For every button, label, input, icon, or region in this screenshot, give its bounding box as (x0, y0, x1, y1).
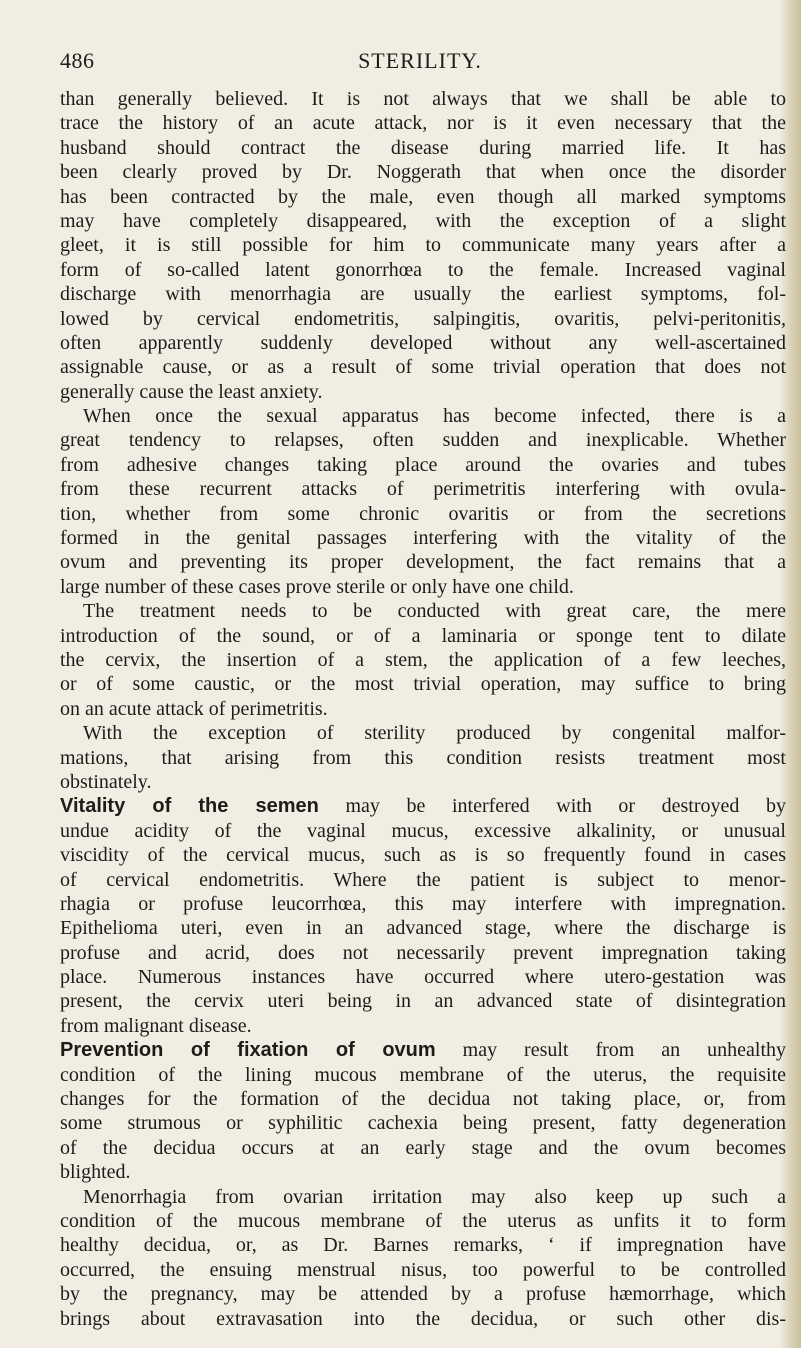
text-line: profuse and acrid, does not necessarily prevent impregnation taking (60, 941, 786, 964)
text-line: brings about extravasation into the decidua, or such other dis- (60, 1307, 786, 1330)
text-line: mations, that arising from this condition resists treatment most (60, 746, 786, 769)
text-line: Epithelioma uteri, even in an advanced stage, where the discharge is (60, 917, 786, 940)
text-line: With the exception of sterility produced by congenital malfor- (83, 722, 786, 745)
text-line: lowed by cervical endometritis, salpingitis, ovaritis, pelvi-peritonitis, (60, 307, 786, 330)
text-line: form of so-called latent gonorrhœa to the female. Increased vaginal (60, 258, 786, 281)
text-line: may have completely disappeared, with the exception of a slight (60, 209, 786, 232)
text-line: present, the cervix uteri being in an advanced state of disintegration (60, 990, 786, 1013)
text-line: tion, whether from some chronic ovaritis or from the secretions (60, 502, 786, 525)
text-line: great tendency to relapses, often sudden and inexplicable. Whether (60, 429, 786, 452)
text-line: of the decidua occurs at an early stage and the ovum becomes (60, 1136, 786, 1159)
text-line: than generally believed. It is not always that we shall be able to (60, 88, 786, 110)
text-line: from these recurrent attacks of perimetritis interfering with ovula- (60, 478, 786, 501)
text-line (60, 1038, 786, 1062)
text-line: from malignant disease. (60, 1014, 252, 1037)
text-line: been clearly proved by Dr. Noggerath that when once the disorder (60, 161, 786, 184)
page-header (60, 48, 780, 78)
text-line: undue acidity of the vaginal mucus, excessive alkalinity, or unusual (60, 819, 786, 842)
text-line: by the pregnancy, may be attended by a profuse hæmorrhage, which (60, 1283, 786, 1306)
text-line: formed in the genital passages interfering with the vitality of the (60, 527, 786, 550)
text-line: on an acute attack of perimetritis. (60, 697, 328, 720)
text-line: changes for the formation of the decidua not taking place, or, from (60, 1088, 786, 1111)
text-line: of cervical endometritis. Where the patient is subject to menor- (60, 868, 786, 891)
text-line: assignable cause, or as a result of some trivial operation that does not (60, 356, 786, 379)
text-line: condition of the mucous membrane of the uterus as unfits it to form (60, 1209, 786, 1232)
section-heading-vitality: Vitality of the semen (60, 795, 319, 818)
text-line: generally cause the least anxiety. (60, 380, 323, 403)
section-heading-prevention: Prevention of fixation of ovum (60, 1039, 436, 1062)
running-head: STERILITY. (358, 48, 482, 73)
text-line: ovum and preventing its proper development, the fact remains that a (60, 551, 786, 574)
text-line: from adhesive changes taking place around the ovaries and tubes (60, 453, 786, 476)
text-line (60, 794, 786, 818)
text-line: some strumous or syphilitic cachexia being present, fatty degeneration (60, 1112, 786, 1135)
text-line: the cervix, the insertion of a stem, the application of a few leeches, (60, 648, 786, 671)
body-text (60, 87, 786, 1331)
text-line: has been contracted by the male, even though all marked symptoms (60, 185, 786, 208)
text-line: often apparently suddenly developed without any well-ascertained (60, 331, 786, 354)
text-line: or of some caustic, or the most trivial operation, may suffice to bring (60, 673, 786, 696)
text-line: blighted. (60, 1161, 131, 1184)
text-line: The treatment needs to be conducted with great care, the mere (83, 600, 786, 623)
page-number: 486 (60, 48, 95, 73)
text-line: Menorrhagia from ovarian irritation may also keep up such a (83, 1185, 786, 1208)
text-line: large number of these cases prove sterile or only have one child. (60, 575, 574, 598)
text-line: viscidity of the cervical mucus, such as is so frequently found in cases (60, 844, 786, 867)
text-line: discharge with menorrhagia are usually the earliest symptoms, fol- (60, 283, 786, 306)
text-line: introduction of the sound, or of a laminaria or sponge tent to dilate (60, 624, 786, 647)
text-line: condition of the lining mucous membrane of the uterus, the requisite (60, 1063, 786, 1086)
text-line: place. Numerous instances have occurred where utero-gestation was (60, 966, 786, 989)
text-run: may be interfered with or destroyed by (318, 795, 786, 818)
text-line: occurred, the ensuing menstrual nisus, too powerful to be controlled (60, 1258, 786, 1281)
text-line: husband should contract the disease during married life. It has (60, 136, 786, 159)
text-line: trace the history of an acute attack, nor is it even necessary that the (60, 112, 786, 135)
text-line: When once the sexual apparatus has become infected, there is a (83, 405, 786, 428)
text-run: may result from an unhealthy (435, 1039, 786, 1062)
text-line: obstinately. (60, 770, 152, 793)
text-line: gleet, it is still possible for him to communicate many years after a (60, 234, 786, 257)
text-line: rhagia or profuse leucorrhœa, this may interfere with impregnation. (60, 892, 786, 915)
text-line: healthy decidua, or, as Dr. Barnes remarks, ‘ if impregnation have (60, 1234, 786, 1257)
